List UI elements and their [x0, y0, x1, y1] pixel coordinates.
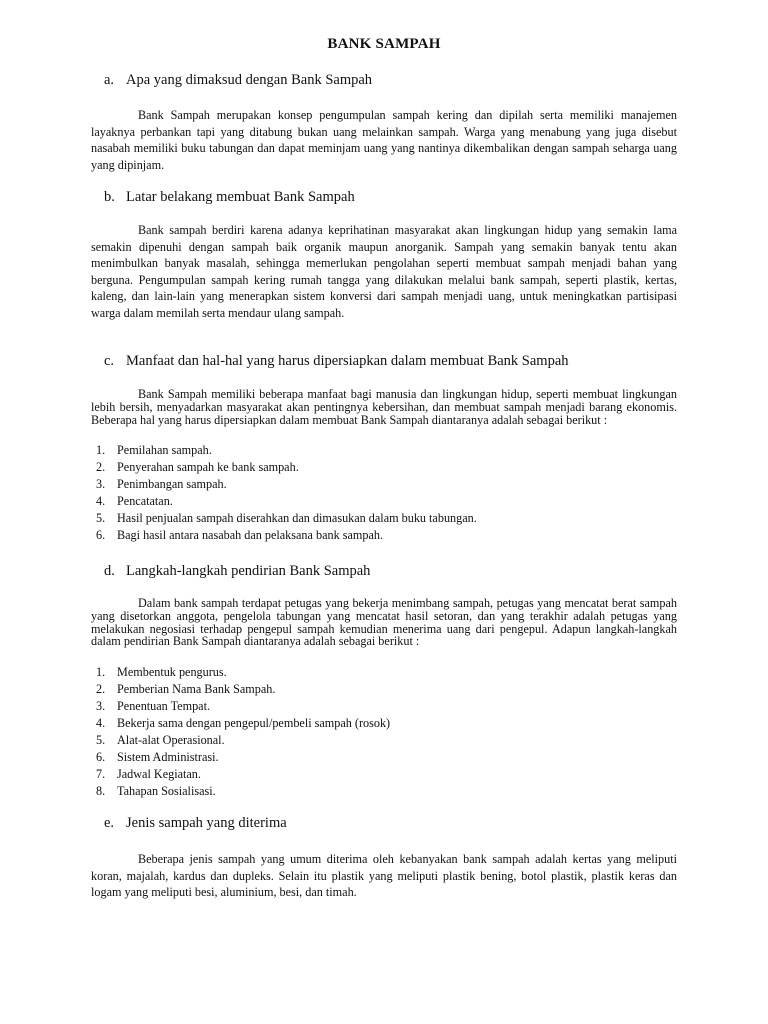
- list-item-text: Penyerahan sampah ke bank sampah.: [117, 460, 299, 474]
- section-a-paragraph: Bank Sampah merupakan konsep pengumpulan sampah kering dan dipilah serta memiliki manajemen layaknya perbankan tapi yang ditabung bukan uang melainkan sampah. Warga yang menabung yang juga disebut nasabah memiliki buku tabungan dan dapat meminjam uang yang nantinya dikembalikan dengan sampah seharga uang yang dipinjam.: [91, 108, 677, 172]
- list-item-number: 7.: [96, 767, 106, 781]
- list-item-number: 2.: [96, 460, 106, 474]
- section-b-title: Latar belakang membuat Bank Sampah: [126, 189, 355, 205]
- list-item-number: 6.: [96, 750, 106, 764]
- section-b-letter: b.: [104, 189, 115, 205]
- list-item: [91, 698, 390, 715]
- list-item: [91, 681, 390, 698]
- section-d-heading: [104, 563, 370, 580]
- section-e-heading: [104, 815, 287, 832]
- section-d-paragraph: Dalam bank sampah terdapat petugas yang bekerja menimbang sampah, petugas yang mencatat berat sampah yang disetorkan anggota, pengelola tabungan yang mencatat hasil setoran, dan yang terakhir adalah petugas yang melakukan negosiasi terhadap pengepul sampah kemudian menerima uang dari pengepul. Adapun langkah-langkah dalam pendirian Bank Sampah diantaranya adalah sebagai berikut :: [91, 596, 677, 649]
- list-item-number: 3.: [96, 699, 106, 713]
- section-d-letter: d.: [104, 563, 115, 579]
- list-item-number: 4.: [96, 716, 106, 730]
- list-item-text: Bagi hasil antara nasabah dan pelaksana bank sampah.: [117, 528, 383, 542]
- list-item-number: 2.: [96, 682, 106, 696]
- list-item: [91, 664, 390, 681]
- list-item-text: Pemberian Nama Bank Sampah.: [117, 682, 276, 696]
- section-c-list: [91, 442, 477, 544]
- list-item: [91, 459, 477, 476]
- list-item: [91, 749, 390, 766]
- list-item-text: Penentuan Tempat.: [117, 699, 211, 713]
- list-item: [91, 732, 390, 749]
- list-item: [91, 493, 477, 510]
- section-a-title: Apa yang dimaksud dengan Bank Sampah: [126, 72, 373, 88]
- section-c-title: Manfaat dan hal-hal yang harus dipersiapkan dalam membuat Bank Sampah: [126, 353, 569, 369]
- list-item-number: 4.: [96, 494, 106, 508]
- section-e-paragraph: Beberapa jenis sampah yang umum diterima oleh kebanyakan bank sampah adalah kertas yang meliputi koran, majalah, kardus dan dupleks. Selain itu plastik yang meliputi plastik bening, botol plastik, plastik keras dan logam yang meliputi besi, aluminium, besi, dan timah.: [91, 852, 677, 900]
- list-item-number: 3.: [96, 477, 106, 491]
- section-b-paragraph: Bank sampah berdiri karena adanya keprihatinan masyarakat akan lingkungan hidup yang semakin lama semakin dipenuhi dengan sampah baik organik maupun anorganik. Sampah yang semakin banyak tentu akan menimbulkan banyak masalah, sehingga memerlukan pengolahan seperti membuat sampah menjadi bahan yang berguna. Pengumpulan sampah kering rumah tangga yang dilakukan melalui bank sampah, seperti plastik, kertas, kaleng, dan lain-lain yang menerapkan sistem konversi dari sampah menjadi uang, untuk meningkatkan partisipasi warga dalam memilah serta mendaur ulang sampah.: [91, 223, 677, 320]
- list-item: [91, 766, 390, 783]
- list-item-text: Sistem Administrasi.: [117, 750, 219, 764]
- list-item-text: Hasil penjualan sampah diserahkan dan dimasukan dalam buku tabungan.: [117, 511, 477, 525]
- list-item: [91, 715, 390, 732]
- list-item-text: Pencatatan.: [117, 494, 173, 508]
- section-e-letter: e.: [104, 815, 115, 831]
- list-item: [91, 527, 477, 544]
- list-item-text: Tahapan Sosialisasi.: [117, 784, 216, 798]
- section-c-paragraph: Bank Sampah memiliki beberapa manfaat bagi manusia dan lingkungan hidup, seperti membuat lingkungan lebih bersih, menyadarkan masyarakat akan pentingnya kebersihan, dan membuat sampah menjadi barang ekonomis. Beberapa hal yang harus dipersiapkan dalam membuat Bank Sampah diantaranya adalah sebagai berikut :: [91, 387, 677, 427]
- section-a-heading: [104, 72, 372, 89]
- section-e-title: Jenis sampah yang diterima: [126, 815, 287, 831]
- section-a-letter: a.: [104, 72, 115, 88]
- list-item-number: 6.: [96, 528, 106, 542]
- section-c-letter: c.: [104, 353, 115, 369]
- section-d-list: [91, 664, 390, 800]
- list-item: [91, 442, 477, 459]
- list-item-number: 5.: [96, 733, 106, 747]
- list-item: [91, 510, 477, 527]
- list-item-number: 1.: [96, 665, 106, 679]
- section-d-title: Langkah-langkah pendirian Bank Sampah: [126, 563, 371, 579]
- list-item-text: Pemilahan sampah.: [117, 443, 212, 457]
- document-title: BANK SAMPAH: [327, 36, 441, 52]
- list-item-number: 5.: [96, 511, 106, 525]
- list-item-number: 1.: [96, 443, 106, 457]
- section-b-heading: [104, 189, 355, 206]
- list-item-text: Penimbangan sampah.: [117, 477, 227, 491]
- list-item-text: Alat-alat Operasional.: [117, 733, 225, 747]
- list-item-text: Bekerja sama dengan pengepul/pembeli sampah (rosok): [117, 716, 391, 730]
- list-item: [91, 783, 390, 800]
- list-item-text: Membentuk pengurus.: [117, 665, 227, 679]
- list-item-text: Jadwal Kegiatan.: [117, 767, 201, 781]
- section-c-heading: [104, 353, 569, 370]
- list-item-number: 8.: [96, 784, 106, 798]
- list-item: [91, 476, 477, 493]
